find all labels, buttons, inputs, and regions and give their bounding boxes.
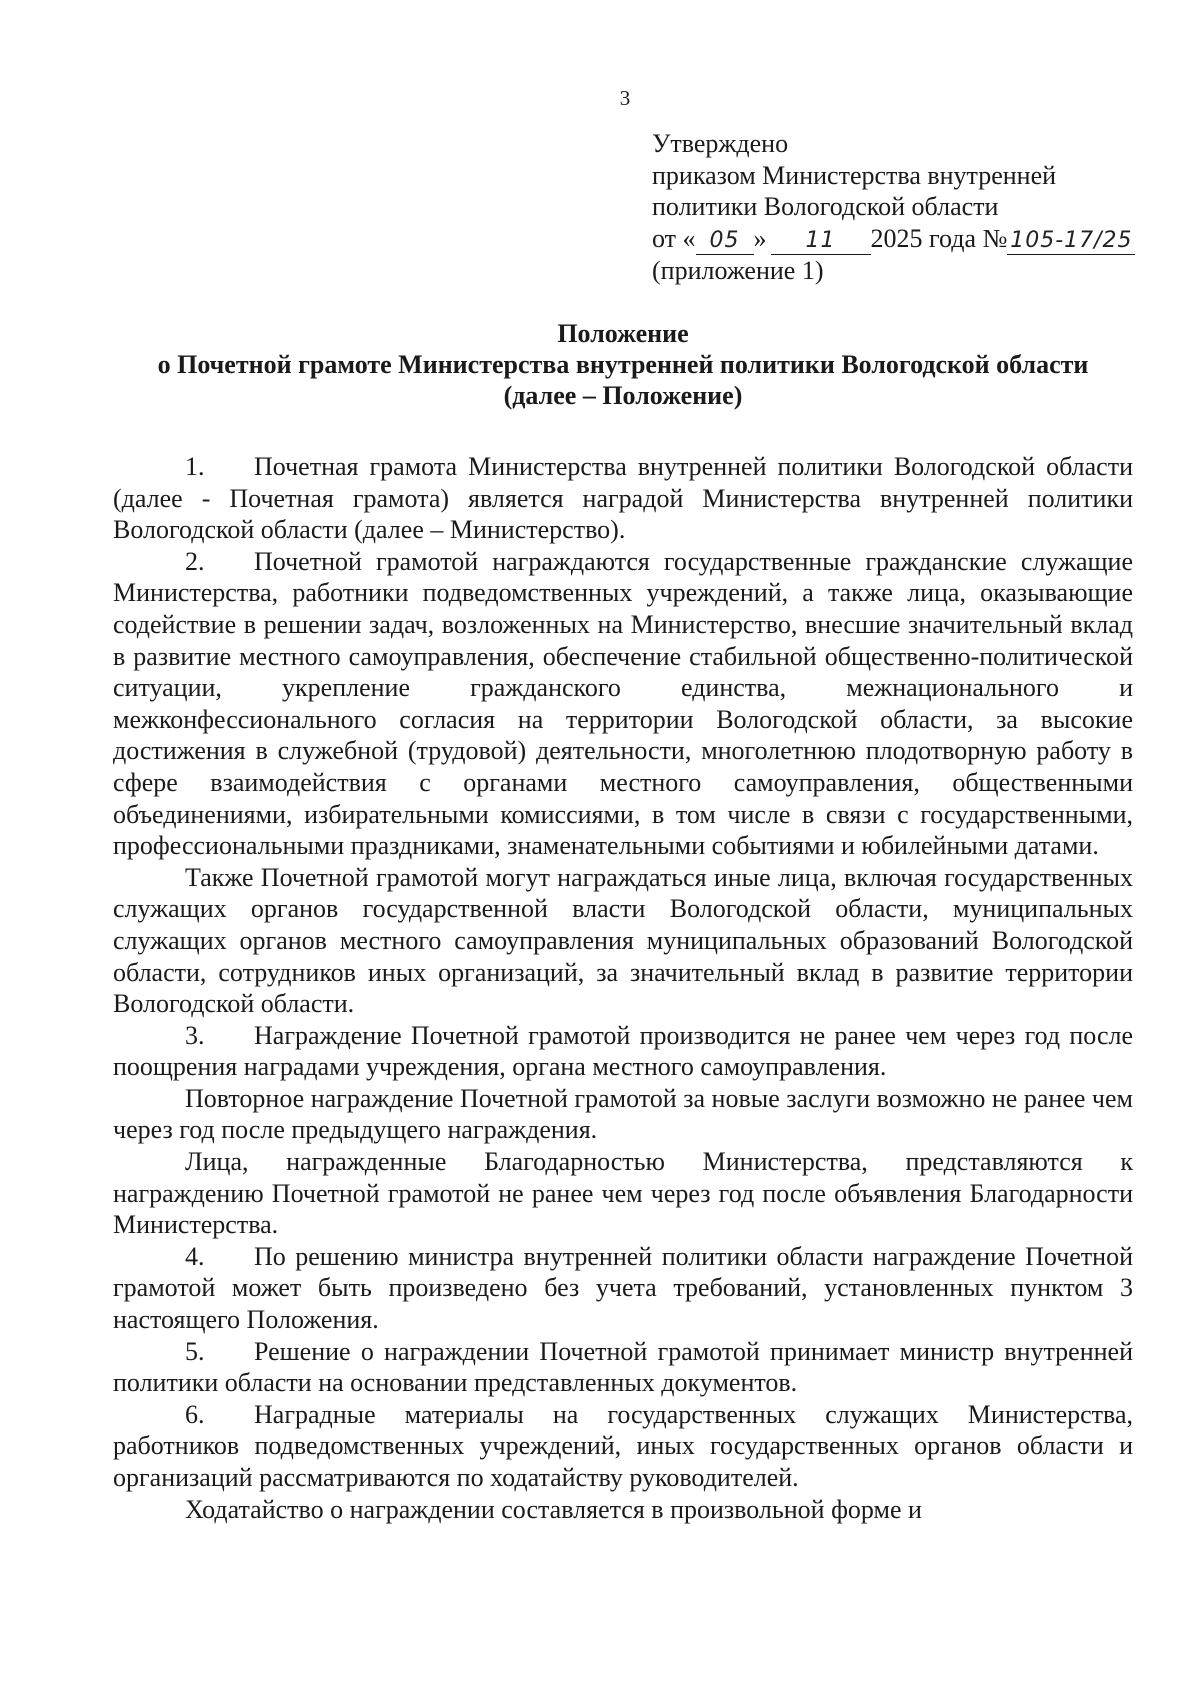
paragraph-text: Наградные материалы на государственных служащих Министерства, работников подведомственных учреждений, иных государственных органов области и организаций рассматриваются по ходатайству руководителей.: [113, 1399, 1133, 1492]
handwritten-order-number: 105-17/25: [1007, 228, 1135, 255]
paragraph-text: Ходатайство о награждении составляется в произвольной форме и: [185, 1494, 922, 1524]
approval-line-order: приказом Министерства внутренней: [652, 160, 1057, 190]
paragraph-text: Повторное награждение Почетной грамотой за новые заслуги возможно не ранее чем через год после предыдущего награждения.: [113, 1083, 1133, 1145]
date-year: 2025 года №: [870, 223, 1008, 253]
paragraph-text: Почетная грамота Министерства внутренней политики Вологодской области (далее - Почетная грамота) является наградой Министерства внутренней политики Вологодской области (далее – Министерство).: [113, 452, 1133, 545]
approval-line-ministry: политики Вологодской области: [652, 192, 999, 221]
paragraph: [113, 1020, 1133, 1083]
paragraph-number: 4.: [185, 1241, 205, 1271]
paragraph-number: 3.: [185, 1020, 205, 1050]
title-line-2: о Почетной грамоте Министерства внутренней политики Вологодской области: [157, 350, 1089, 379]
paragraph-text: Лица, награжденные Благодарностью Министерства, представляются к награждению Почетной грамотой не ранее чем через год после объявления Благодарности Министерства.: [113, 1147, 1133, 1240]
approval-block: [652, 128, 1172, 286]
paragraph: [113, 1399, 1133, 1494]
paragraph: [113, 1336, 1133, 1399]
paragraph: [113, 1494, 1133, 1526]
paragraph-text: Решение о награждении Почетной грамотой принимает министр внутренней политики области на основании представленных документов.: [113, 1336, 1133, 1398]
title-line-1: Положение: [557, 319, 689, 348]
date-prefix: от «: [652, 223, 696, 253]
page-number: 3: [619, 86, 631, 110]
paragraph-text: Награждение Почетной грамотой производится не ранее чем через год после поощрения наградами учреждения, органа местного самоуправления.: [113, 1020, 1133, 1082]
paragraph-text: По решению министра внутренней политики области награждение Почетной грамотой может быть произведено без учета требований, установленных пунктом 3 настоящего Положения.: [113, 1241, 1133, 1335]
title-line-3: (далее – Положение): [503, 381, 743, 410]
paragraph: [113, 862, 1133, 1020]
paragraph: [113, 1241, 1133, 1336]
paragraph: [113, 546, 1133, 862]
handwritten-day: 05: [696, 228, 754, 255]
paragraph: [113, 1146, 1133, 1241]
document-body: [113, 451, 1133, 1525]
document-title: [112, 318, 1134, 411]
paragraph: [113, 451, 1133, 546]
paragraph: [113, 1083, 1133, 1146]
paragraph-text: Почетной грамотой награждаются государственные гражданские служащие Министерства, работники подведомственных учреждений, а также лица, оказывающие содействие в решении задач, возложенных на Министерство, внесшие значительный вклад в развитие местного самоуправления, обеспечение стабильной общественно-политической ситуации, укрепление гражданского единства, межнационального и межконфессионального согласия на территории Вологодской области, за высокие достижения в служебной (трудовой) деятельности, многолетнюю плодотворную работу в сфере взаимодействия с органами местного самоуправления, общественными объединениями, избирательными комиссиями, в том числе в связи с государственными, профессиональными праздниками, знаменательными событиями и юбилейными датами.: [113, 546, 1133, 861]
paragraph-number: 2.: [185, 546, 205, 576]
paragraph-number: 6.: [185, 1399, 205, 1429]
approval-line-approved: Утверждено: [652, 129, 789, 158]
paragraph-text: Также Почетной грамотой могут награждаться иные лица, включая государственных служащих органов государственной власти Вологодской области, муниципальных служащих органов местного самоуправления муниципальных образований Вологодской области, сотрудников иных организаций, за значительный вклад в развитие территории Вологодской области.: [113, 862, 1133, 1019]
paragraph-number: 5.: [185, 1336, 205, 1366]
date-mid: »: [753, 223, 767, 253]
approval-line-date: [652, 223, 1172, 255]
handwritten-month: 11: [771, 228, 871, 255]
approval-line-appendix: (приложение 1): [652, 255, 824, 285]
paragraph-number: 1.: [185, 452, 205, 481]
